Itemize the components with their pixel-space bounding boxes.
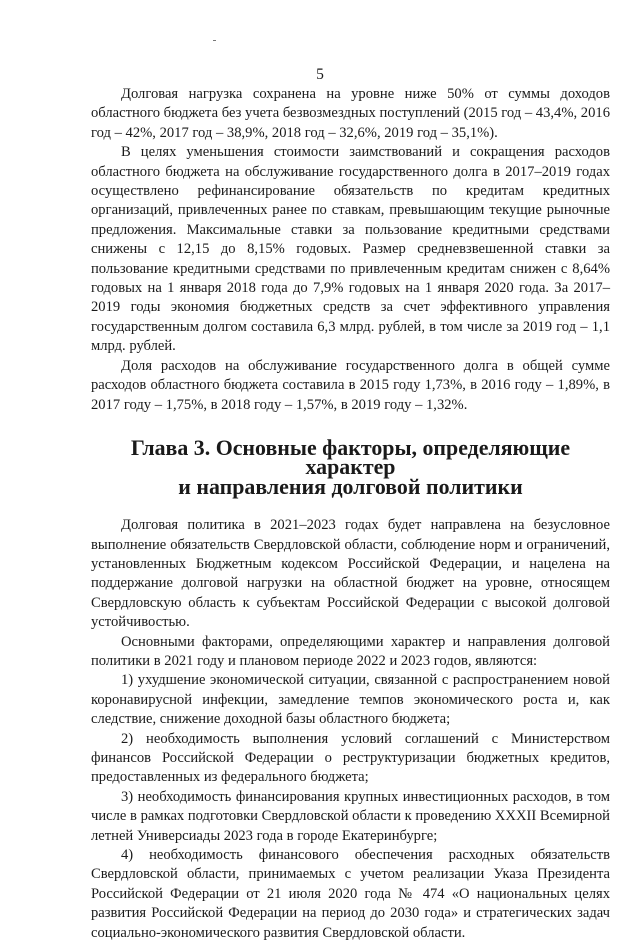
chapter-title-line-2: и направления долговой политики [178,473,523,499]
document-body [91,85,610,943]
list-item-factor-1: 1) ухудшение экономической ситуации, связанной с распространением новой коронавирусной инфекции, замедление темпов экономического роста и, как следствие, снижение доходной базы областного бюджета; [91,672,610,728]
chapter-title [91,434,610,499]
paragraph-debt-policy: Долговая политика в 2021–2023 годах будет направлена на безусловное выполнение обязательств Свердловской области, соблюдение норм и ограничений, установленных Бюджетным кодексом Российской Федерации, и нацелена на поддержание долговой нагрузки на областной бюджет на уровне, относящем Свердловскую область к субъектам Российской Федерации с высокой долговой устойчивостью. [91,517,610,631]
paragraph-factors-intro: Основными факторами, определяющими характер и направления долговой политики в 2021 году и плановом периоде 2022 и 2023 годов, являются: [91,633,610,669]
list-item-factor-2: 2) необходимость выполнения условий соглашений с Министерством финансов Российской Федерации о реструктуризации бюджетных кредитов, предоставленных из федерального бюджета; [91,730,610,786]
paragraph-debt-load: Долговая нагрузка сохранена на уровне ниже 50% от суммы доходов областного бюджета без учета безвозмездных поступлений (2015 год – 43,4%, 2016 год – 42%, 2017 год – 38,9%, 2018 год – 32,6%, 2019 год – 35,1%). [91,86,610,141]
list-item-factor-3: 3) необходимость финансирования крупных инвестиционных расходов, в том числе в рамках подготовки Свердловской области к проведению XXXII Всемирной летней Универсиады 2023 года в городе Екатеринбурге; [91,788,610,844]
paragraph-debt-service-share: Доля расходов на обслуживание государственного долга в общей сумме расходов областного бюджета составила в 2015 году 1,73%, в 2016 году – 1,89%, в 2017 году – 1,75%, в 2018 году – 1,57%, в 2019 году – 1,32%. [91,357,610,413]
page-number: 5 [316,66,324,83]
list-item-factor-4: 4) необходимость финансового обеспечения расходных обязательств Свердловской области, принимаемых с учетом реализации Указа Президента Российской Федерации от 21 июля 2020 года № 474 «О национальных целях развития Российской Федерации на период до 2030 года» и стратегических задач социально-экономического развития Свердловской области. [91,847,610,941]
paragraph-refinancing: В целях уменьшения стоимости заимствований и сокращения расходов областного бюджета на обслуживание государственного долга в 2017–2019 годах осуществлено рефинансирование обязательств по кредитам кредитных организаций, привлеченных ранее по ставкам, превышающим текущие рыночные предложения. Максимальные ставки за пользование кредитными средствами снижены с 12,15 до 8,15% годовых. Размер средневзвешенной ставки за пользование кредитными средствами по привлеченным кредитам снижен с 8,64% годовых на 1 января 2018 года до 7,9% годовых на 1 января 2020 года. За 2017–2019 годы экономия бюджетных средств за счет эффективного управления государственным долгом составила 6,3 млрд. рублей, в том числе за 2019 год – 1,1 млрд. рублей. [91,144,610,355]
chapter-title-line-1: Глава 3. Основные факторы, определяющие характер [130,434,571,480]
scan-artifact [213,40,216,41]
